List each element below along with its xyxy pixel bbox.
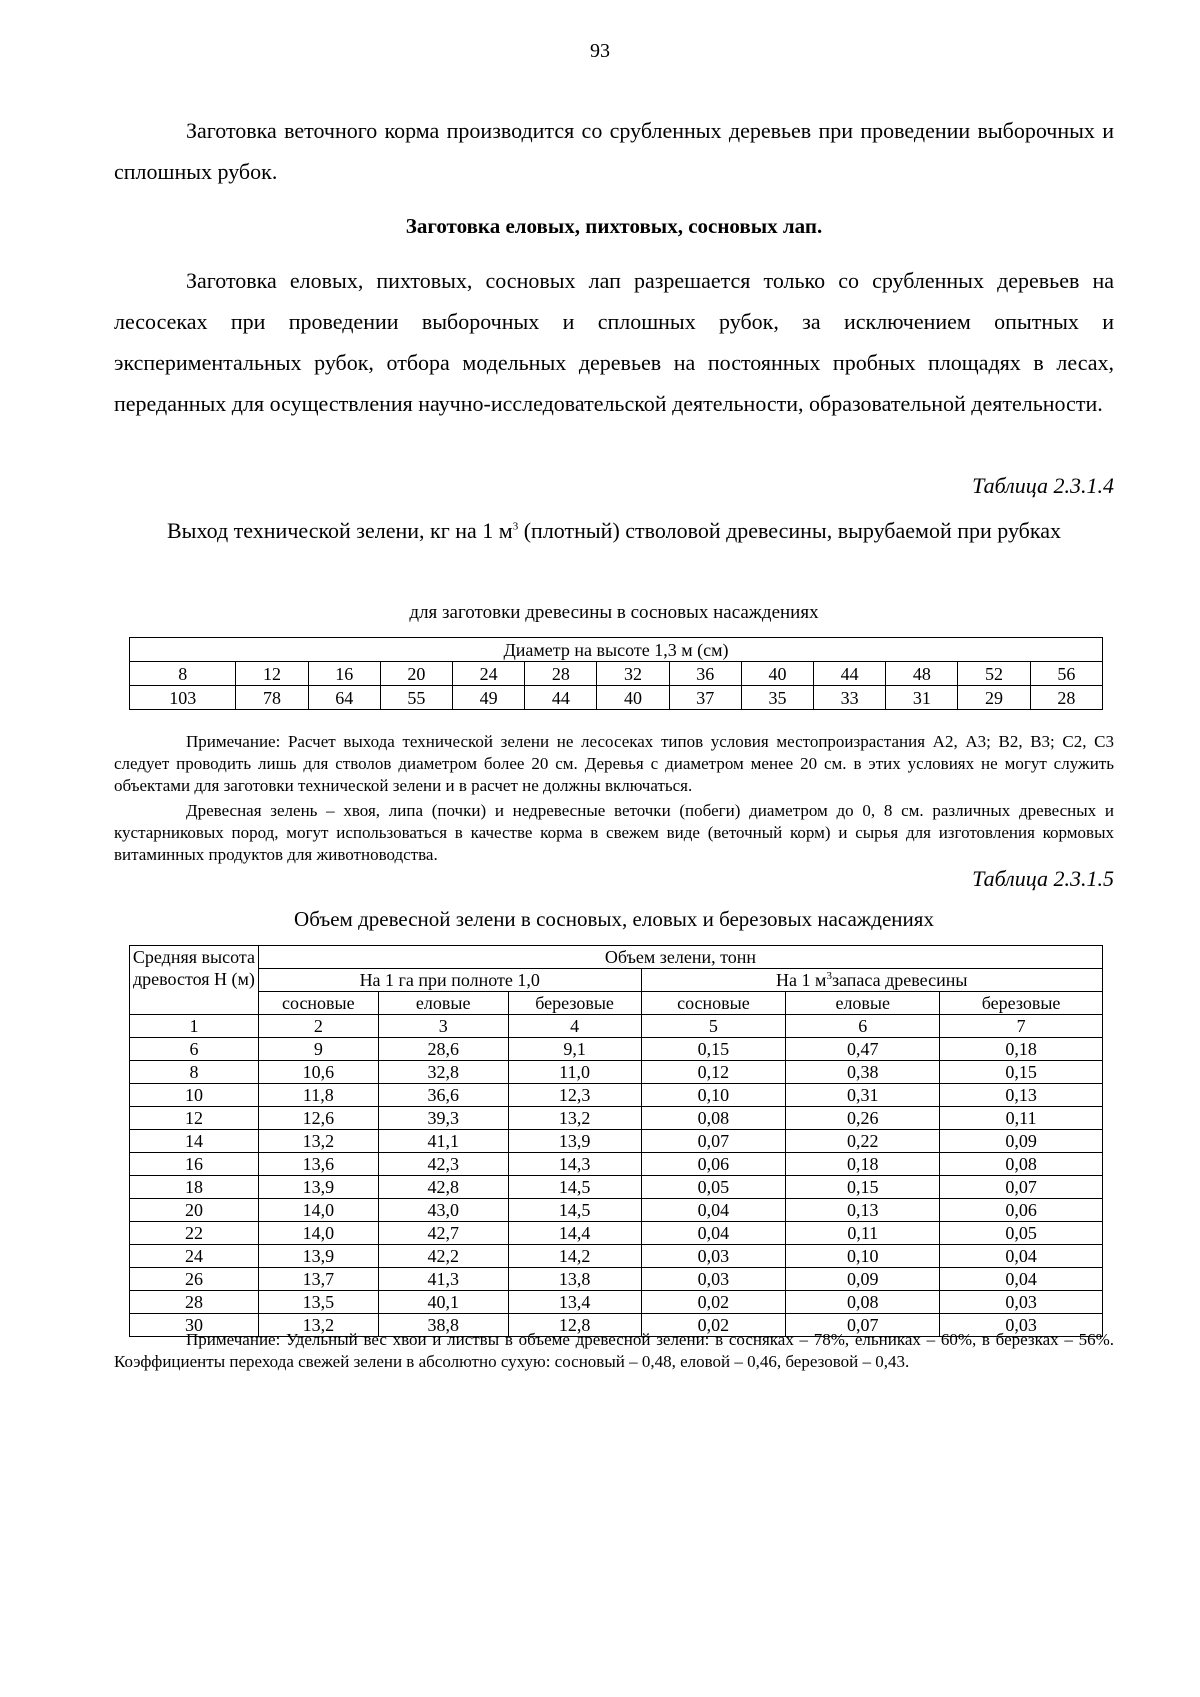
volume-cell: 42,7 [378, 1222, 508, 1245]
volume-cell: 0,15 [641, 1038, 786, 1061]
volume-cell: 0,04 [940, 1268, 1103, 1291]
volume-cell: 0,13 [940, 1084, 1103, 1107]
volume-cell: 41,3 [378, 1268, 508, 1291]
table-row [130, 1038, 1103, 1061]
volume-cell: 14,0 [258, 1199, 378, 1222]
yield-cell: 49 [453, 686, 525, 710]
diameter-cell: 28 [525, 662, 597, 686]
table-row [130, 1084, 1103, 1107]
volume-cell: 14,3 [508, 1153, 641, 1176]
volume-cell: 0,18 [786, 1153, 940, 1176]
height-cell: 26 [130, 1268, 259, 1291]
yield-cell: 31 [886, 686, 958, 710]
yield-cell: 28 [1030, 686, 1102, 710]
volume-cell: 0,18 [940, 1038, 1103, 1061]
volume-cell: 13,7 [258, 1268, 378, 1291]
per-m3-sup: 3 [826, 970, 832, 982]
volume-cell: 13,5 [258, 1291, 378, 1314]
volume-cell: 41,1 [378, 1130, 508, 1153]
table-row [130, 1291, 1103, 1314]
table2-body [130, 1038, 1103, 1337]
volume-cell: 28,6 [378, 1038, 508, 1061]
species-header-row [130, 992, 1103, 1015]
green-yield-table [129, 637, 1103, 710]
species-header: еловые [786, 992, 940, 1015]
volume-cell: 0,13 [786, 1199, 940, 1222]
volume-cell: 0,11 [786, 1222, 940, 1245]
table-row [130, 1176, 1103, 1199]
column-number: 1 [130, 1015, 259, 1038]
table1-title-sup: 3 [512, 520, 519, 533]
volume-cell: 11,0 [508, 1061, 641, 1084]
diameter-cell: 32 [597, 662, 669, 686]
volume-cell: 0,09 [786, 1268, 940, 1291]
diameter-cell: 16 [308, 662, 380, 686]
diameter-cell: 20 [380, 662, 452, 686]
volume-cell: 13,8 [508, 1268, 641, 1291]
table-row [130, 1153, 1103, 1176]
volume-cell: 14,0 [258, 1222, 378, 1245]
volume-cell: 0,03 [641, 1268, 786, 1291]
yield-cell: 55 [380, 686, 452, 710]
table1-title [114, 510, 1114, 551]
height-cell: 20 [130, 1199, 259, 1222]
yield-cell: 40 [597, 686, 669, 710]
species-header: березовые [508, 992, 641, 1015]
table-row [130, 1268, 1103, 1291]
volume-cell: 0,05 [940, 1222, 1103, 1245]
per-m3-start: На 1 м [776, 970, 827, 990]
volume-cell: 0,02 [641, 1314, 786, 1337]
volume-cell: 13,2 [508, 1107, 641, 1130]
volume-cell: 12,3 [508, 1084, 641, 1107]
section-heading: Заготовка еловых, пихтовых, сосновых лап. [405, 214, 823, 238]
volume-cell: 12,6 [258, 1107, 378, 1130]
yield-cell: 29 [958, 686, 1030, 710]
volume-cell: 0,07 [940, 1176, 1103, 1199]
intro-paragraph: Заготовка веточного корма производится со срубленных деревьев при проведении выборочных и сплошных рубок. [114, 118, 1114, 184]
volume-cell: 0,03 [641, 1245, 786, 1268]
height-cell: 16 [130, 1153, 259, 1176]
column-number: 2 [258, 1015, 378, 1038]
table2-label: Таблица 2.3.1.5 [972, 866, 1114, 891]
height-cell: 22 [130, 1222, 259, 1245]
volume-cell: 42,3 [378, 1153, 508, 1176]
volume-cell: 0,07 [641, 1130, 786, 1153]
note1-paragraph1: Примечание: Расчет выхода технической зелени не лесосеках типов условия местопроизрастания А2, А3; В2, В3; С2, С3 следует проводить лишь для стволов диаметром более 20 см. Деревья с диаметром менее 20 см. в этих условиях не могут служить объектами для заготовки технической зелени и в расчет не должны включаться. [114, 732, 1114, 795]
volume-cell: 38,8 [378, 1314, 508, 1337]
height-cell: 12 [130, 1107, 259, 1130]
volume-cell: 12,8 [508, 1314, 641, 1337]
volume-cell: 9,1 [508, 1038, 641, 1061]
volume-cell: 0,10 [786, 1245, 940, 1268]
per-m3-end: запаса древесины [831, 970, 968, 990]
volume-cell: 0,26 [786, 1107, 940, 1130]
table1-diameter-row [130, 662, 1103, 686]
volume-cell: 0,04 [641, 1222, 786, 1245]
table-row [130, 1245, 1103, 1268]
diameter-cell: 44 [814, 662, 886, 686]
volume-cell: 0,04 [641, 1199, 786, 1222]
volume-cell: 40,1 [378, 1291, 508, 1314]
volume-cell: 0,10 [641, 1084, 786, 1107]
species-header: сосновые [641, 992, 786, 1015]
volume-cell: 13,4 [508, 1291, 641, 1314]
volume-cell: 0,47 [786, 1038, 940, 1061]
note2: Примечание: Удельный вес хвои и листвы в объеме древесной зелени: в сосняках – 78%, ельниках – 60%, в березках – 56%. Коэффициенты перехода свежей зелени в абсолютно сухую: сосновый – 0,48, еловой – 0,46, березовой – 0,43. [114, 1330, 1114, 1371]
volume-cell: 14,4 [508, 1222, 641, 1245]
diameter-cell: 12 [236, 662, 308, 686]
volume-cell: 13,2 [258, 1130, 378, 1153]
yield-cell: 35 [741, 686, 813, 710]
height-cell: 6 [130, 1038, 259, 1061]
volume-cell: 13,9 [508, 1130, 641, 1153]
species-header: березовые [940, 992, 1103, 1015]
table1-title-end: (плотный) стволовой древесины, вырубаемой при рубках [518, 518, 1061, 543]
per-m3-header [641, 969, 1103, 992]
table-row [130, 1107, 1103, 1130]
height-cell: 8 [130, 1061, 259, 1084]
volume-cell: 14,5 [508, 1176, 641, 1199]
table1-label: Таблица 2.3.1.4 [972, 473, 1114, 498]
table1-yield-row [130, 686, 1103, 710]
volume-cell: 36,6 [378, 1084, 508, 1107]
height-cell: 28 [130, 1291, 259, 1314]
column-number: 5 [641, 1015, 786, 1038]
volume-cell: 0,04 [940, 1245, 1103, 1268]
diameter-cell: 36 [669, 662, 741, 686]
volume-header: Объем зелени, тонн [258, 946, 1102, 969]
column-number: 4 [508, 1015, 641, 1038]
volume-cell: 14,5 [508, 1199, 641, 1222]
note1-paragraph2: Древесная зелень – хвоя, липа (почки) и недревесные веточки (побеги) диаметром до 0, 8 см. различных древесных и кустарниковых пород, могут использоваться в качестве корма в свежем виде (веточный корм) и сырья для изготовления кормовых витаминных продуктов для животноводства. [114, 801, 1114, 864]
height-cell: 30 [130, 1314, 259, 1337]
height-cell: 10 [130, 1084, 259, 1107]
height-column-header: Средняя высота древостоя Н (м) [130, 946, 259, 1015]
volume-cell: 0,15 [940, 1061, 1103, 1084]
volume-cell: 0,08 [940, 1153, 1103, 1176]
volume-cell: 42,8 [378, 1176, 508, 1199]
volume-cell: 0,03 [940, 1314, 1103, 1337]
volume-cell: 14,2 [508, 1245, 641, 1268]
volume-cell: 0,11 [940, 1107, 1103, 1130]
species-header: сосновые [258, 992, 378, 1015]
volume-cell: 42,2 [378, 1245, 508, 1268]
volume-cell: 11,8 [258, 1084, 378, 1107]
diameter-cell: 48 [886, 662, 958, 686]
table1-subtitle: для заготовки древесины в сосновых насаждениях [409, 602, 819, 623]
volume-cell: 32,8 [378, 1061, 508, 1084]
yield-cell: 33 [814, 686, 886, 710]
volume-cell: 9 [258, 1038, 378, 1061]
volume-cell: 0,08 [641, 1107, 786, 1130]
height-cell: 24 [130, 1245, 259, 1268]
volume-cell: 0,06 [641, 1153, 786, 1176]
volume-cell: 43,0 [378, 1199, 508, 1222]
table1-title-start: Выход технической зелени, кг на 1 м [167, 518, 513, 543]
volume-cell: 13,6 [258, 1153, 378, 1176]
table-row [130, 1222, 1103, 1245]
volume-cell: 0,15 [786, 1176, 940, 1199]
green-volume-table [129, 945, 1103, 1337]
volume-cell: 10,6 [258, 1061, 378, 1084]
column-number-row [130, 1015, 1103, 1038]
height-cell: 18 [130, 1176, 259, 1199]
volume-cell: 13,9 [258, 1176, 378, 1199]
volume-cell: 0,02 [641, 1291, 786, 1314]
volume-cell: 0,38 [786, 1061, 940, 1084]
volume-cell: 0,08 [786, 1291, 940, 1314]
diameter-cell: 8 [130, 662, 236, 686]
volume-cell: 0,09 [940, 1130, 1103, 1153]
diameter-cell: 56 [1030, 662, 1102, 686]
yield-cell: 44 [525, 686, 597, 710]
table-row [130, 1061, 1103, 1084]
volume-cell: 0,06 [940, 1199, 1103, 1222]
volume-cell: 13,9 [258, 1245, 378, 1268]
table-row [130, 1199, 1103, 1222]
yield-cell: 37 [669, 686, 741, 710]
volume-cell: 0,12 [641, 1061, 786, 1084]
column-number: 3 [378, 1015, 508, 1038]
height-cell: 14 [130, 1130, 259, 1153]
table1-header: Диаметр на высоте 1,3 м (см) [130, 638, 1103, 662]
diameter-cell: 40 [741, 662, 813, 686]
volume-cell: 0,22 [786, 1130, 940, 1153]
diameter-cell: 24 [453, 662, 525, 686]
volume-cell: 0,31 [786, 1084, 940, 1107]
yield-cell: 64 [308, 686, 380, 710]
page-number: 93 [590, 40, 610, 62]
volume-cell: 39,3 [378, 1107, 508, 1130]
species-header: еловые [378, 992, 508, 1015]
section-paragraph: Заготовка еловых, пихтовых, сосновых лап разрешается только со срубленных деревьев на лесосеках при проведении выборочных и сплошных рубок, за исключением опытных и экспериментальных рубок, отбора модельных деревьев на постоянных пробных площадях в лесах, переданных для осуществления научно-исследовательской деятельности, образовательной деятельности. [114, 268, 1114, 416]
volume-cell: 0,07 [786, 1314, 940, 1337]
volume-cell: 13,2 [258, 1314, 378, 1337]
yield-cell: 78 [236, 686, 308, 710]
per-hectare-header: На 1 га при полноте 1,0 [258, 969, 641, 992]
volume-cell: 0,05 [641, 1176, 786, 1199]
table-row [130, 1130, 1103, 1153]
yield-cell: 103 [130, 686, 236, 710]
table2-title: Объем древесной зелени в сосновых, еловых и березовых насаждениях [294, 907, 934, 931]
column-number: 7 [940, 1015, 1103, 1038]
column-number: 6 [786, 1015, 940, 1038]
volume-cell: 0,03 [940, 1291, 1103, 1314]
diameter-cell: 52 [958, 662, 1030, 686]
